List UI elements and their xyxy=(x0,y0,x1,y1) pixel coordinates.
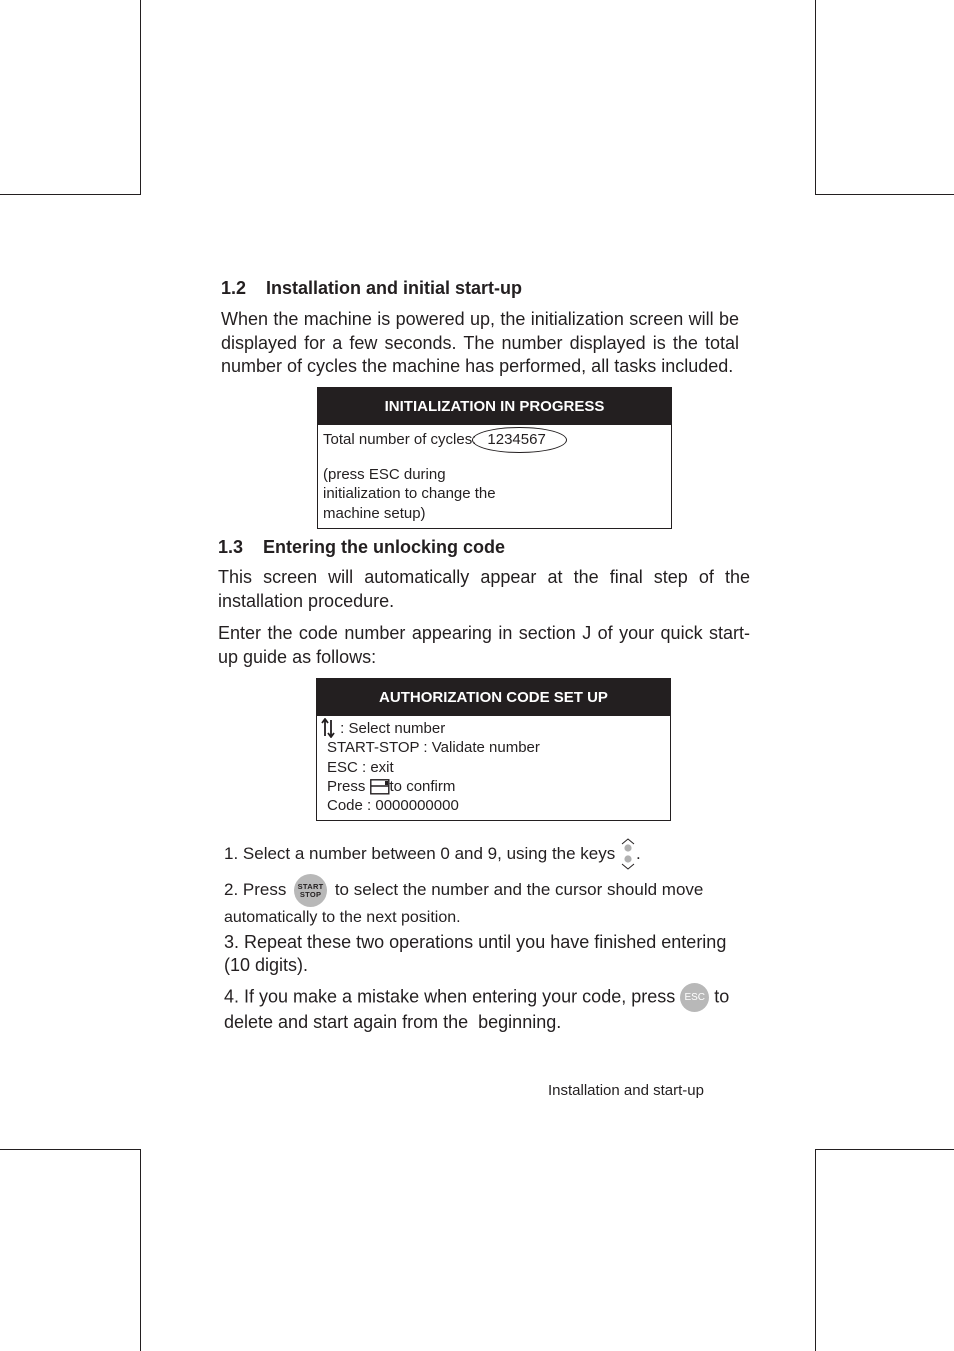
section-paragraph: When the machine is powered up, the initialization screen will be displayed for a few seconds. The number displayed is the total number of cycles the machine has performed, all tasks included. xyxy=(221,309,739,376)
crop-mark xyxy=(815,194,954,195)
crop-mark xyxy=(815,0,816,195)
step-4-continued: delete and start again from the beginning. xyxy=(224,1012,562,1032)
page-footer: Installation and start-up xyxy=(548,1082,704,1099)
section-title: Installation and initial start-up xyxy=(266,278,523,298)
crop-mark xyxy=(815,1149,954,1150)
crop-mark xyxy=(0,194,141,195)
step-4 xyxy=(224,983,729,1012)
cycles-label: Total number of cycles: xyxy=(323,431,477,448)
screen-note: (press ESC during xyxy=(323,466,446,483)
screen-note: initialization to change the xyxy=(323,485,496,503)
step-2-post: to select the number and the cursor should move xyxy=(334,879,704,899)
crop-mark xyxy=(140,0,141,195)
stop-key-label: STOP xyxy=(299,890,322,899)
exit-line: ESC : exit xyxy=(327,758,394,776)
section-number: 1.2 xyxy=(221,278,247,298)
section-heading xyxy=(221,278,522,299)
section-title: Entering the unlocking code xyxy=(263,537,506,557)
section-heading xyxy=(218,537,505,558)
screen-header: AUTHORIZATION CODE SET UP xyxy=(317,679,670,716)
screen-note: machine setup) xyxy=(323,504,426,522)
initialization-screen xyxy=(317,387,672,529)
start-stop-key-icon xyxy=(294,874,327,907)
section-number: 1.3 xyxy=(218,537,244,557)
step-1-text: 1. Select a number between 0 and 9, using the keys xyxy=(224,844,616,863)
step-4-pre: 4. If you make a mistake when entering your code, press xyxy=(224,986,676,1007)
step-2-continued: automatically to the next position. xyxy=(224,909,461,926)
cycles-value: 1234567 xyxy=(472,427,566,453)
step-3: 3. Repeat these two operations until you have finished entering (10 digits). xyxy=(224,932,727,975)
crop-mark xyxy=(0,1149,141,1150)
section-paragraph: This screen will automatically appear at the final step of the installation procedure. xyxy=(218,567,750,611)
esc-key-icon xyxy=(680,983,709,1012)
esc-key-label: ESC xyxy=(684,992,706,1003)
step-1-end: . xyxy=(635,844,641,863)
code-line: Code : 0000000000 xyxy=(327,797,459,815)
select-line xyxy=(327,718,670,738)
start-key-label: START xyxy=(297,882,324,891)
step-4-post: to xyxy=(714,986,730,1007)
step-2-pre: 2. Press xyxy=(224,879,287,899)
cycles-line xyxy=(323,427,671,453)
crop-mark xyxy=(140,1149,141,1351)
step-1 xyxy=(224,838,641,870)
select-label: : Select number xyxy=(340,720,446,737)
save-key-icon xyxy=(370,779,390,795)
up-down-arrows-icon xyxy=(321,718,335,738)
arrow-keys-icon xyxy=(620,838,636,870)
press-label: Press xyxy=(327,777,366,795)
crop-mark xyxy=(815,1149,816,1351)
step-2 xyxy=(224,874,703,907)
confirm-line xyxy=(327,777,670,796)
validate-line: START-STOP : Validate number xyxy=(327,739,540,757)
section-paragraph: Enter the code number appearing in section J of your quick start-up guide as follows: xyxy=(218,623,750,667)
screen-header: INITIALIZATION IN PROGRESS xyxy=(318,388,671,425)
confirm-label: to confirm xyxy=(389,777,456,795)
authorization-screen xyxy=(316,678,671,821)
